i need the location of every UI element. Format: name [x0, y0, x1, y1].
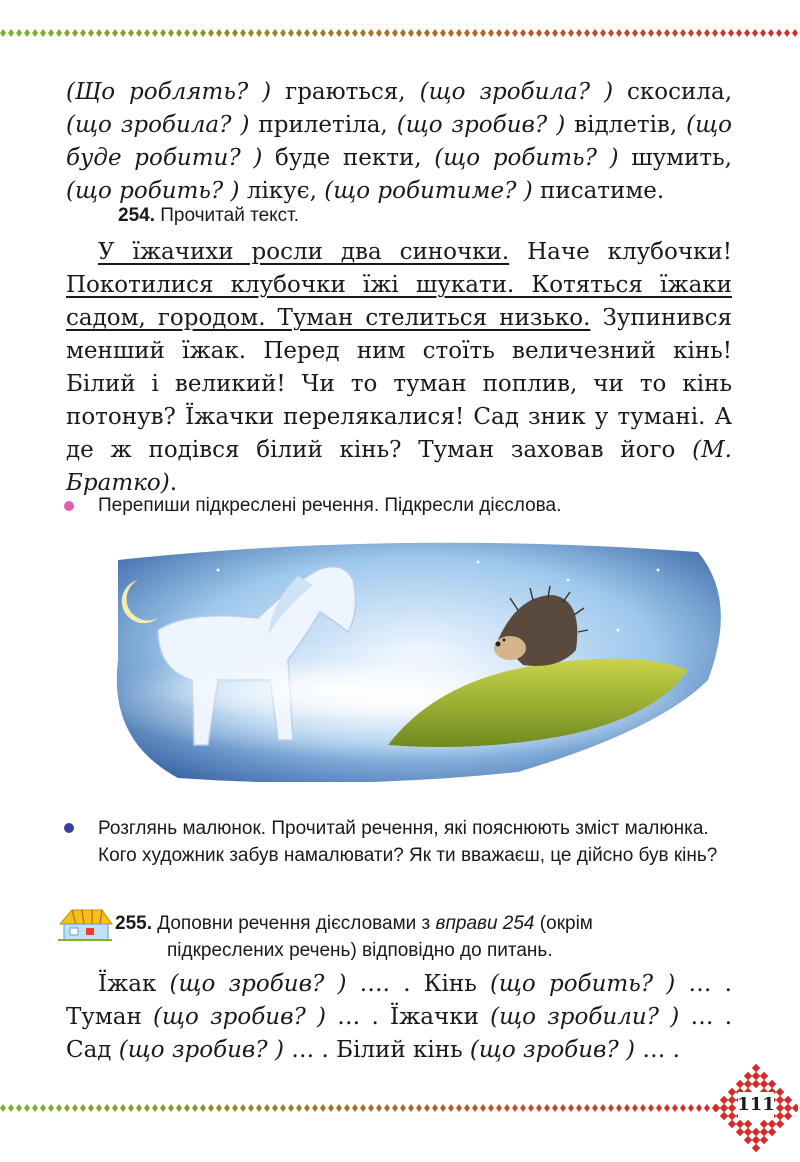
page-number: 111	[737, 1094, 775, 1115]
illustration-horse-hedgehog	[98, 540, 730, 782]
exercise-255-instruction	[115, 910, 735, 964]
instruction-text: (окрім	[534, 913, 593, 934]
reading-text	[66, 236, 732, 500]
exercise-instruction: Прочитай текст.	[154, 205, 300, 226]
answer-word: відлетів,	[565, 112, 687, 138]
plain-text: .	[169, 470, 178, 496]
plain-text: … . Сад	[66, 1004, 733, 1063]
plain-text: … .	[635, 1037, 680, 1063]
plain-text: … . Туман	[66, 971, 732, 1030]
instruction-text: підкреслених речень) відповідно до питань.	[167, 940, 553, 961]
task-instruction-2: Розглянь малюнок. Прочитай речення, які пояснюють зміст малюнка. Кого художник забув намалювати? Як ти вважаєш, це дійсно був кінь?	[98, 818, 718, 866]
bottom-ornament-border	[0, 1103, 720, 1113]
house-icon	[56, 906, 114, 942]
plain-text: … . Білий кінь	[283, 1037, 470, 1063]
exercise-number: 254.	[118, 205, 155, 226]
bullet-blue	[64, 823, 74, 833]
plain-text: Зупинився менший їжак. Перед ним стоїть величезний кінь! Білий і великий! Чи то туман поплив, чи то кінь потонув? Їжачки перелякалися! Сад зник у тумані. А де ж подівся білий кінь? Туман заховав його	[66, 305, 732, 463]
plain-text: Їжак	[98, 971, 170, 997]
fill-in-paragraph	[66, 968, 732, 1067]
plain-text: Наче клубочки!	[509, 239, 732, 265]
page-number-ornament	[714, 1058, 798, 1158]
answer-word: писатиме.	[532, 178, 665, 204]
bullet-pink	[64, 501, 74, 511]
answer-word: скосила,	[613, 79, 732, 105]
exercise-number: 255.	[115, 913, 152, 934]
task-instruction-1: Перепиши підкреслені речення. Підкресли дієслова.	[98, 495, 562, 516]
question-hint: (що зробили? )	[490, 1004, 680, 1030]
question-hint: (що зробив? )	[169, 971, 347, 997]
answer-word: прилетіла,	[249, 112, 397, 138]
question-hint: (що зробила? )	[419, 79, 614, 105]
question-hint: (що зробив? )	[153, 1004, 327, 1030]
question-hint: (що зробила? )	[66, 112, 250, 138]
answer-word: граються,	[271, 79, 420, 105]
plain-text: … . Їжачки	[326, 1004, 491, 1030]
question-hint: (що робитиме? )	[324, 178, 533, 204]
question-hint: (що робить? )	[434, 145, 619, 171]
plain-text: …. . Кінь	[346, 971, 490, 997]
answer-word: шумить,	[618, 145, 732, 171]
exercise-254-heading	[118, 205, 299, 227]
question-hint: (що зробив? )	[396, 112, 566, 138]
answer-word: лікує,	[239, 178, 325, 204]
question-hint: (що зробив? )	[469, 1037, 636, 1063]
exercise-reference: вправи 254	[435, 913, 535, 934]
underlined-sentence: Покотилися клубочки їжі шукати. Котяться їжаки садом, городом. Туман стелиться низько.	[66, 272, 732, 331]
underlined-sentence: У їжачихи росли два синочки.	[98, 239, 510, 265]
instruction-text: Доповни речення дієсловами з	[151, 913, 436, 934]
question-hint: (що робить? )	[489, 971, 676, 997]
question-hint: буде робити? )	[66, 145, 263, 171]
question-hint: (що	[686, 112, 733, 138]
question-hint: (що зробив? )	[118, 1037, 284, 1063]
continuation-paragraph	[66, 76, 732, 208]
author-credit: (М. Братко)	[66, 437, 732, 496]
question-hint: (Що роблять? )	[66, 79, 272, 105]
answer-word: буде пекти,	[262, 145, 435, 171]
top-ornament-border	[0, 28, 800, 38]
question-hint: (що робить? )	[66, 178, 240, 204]
